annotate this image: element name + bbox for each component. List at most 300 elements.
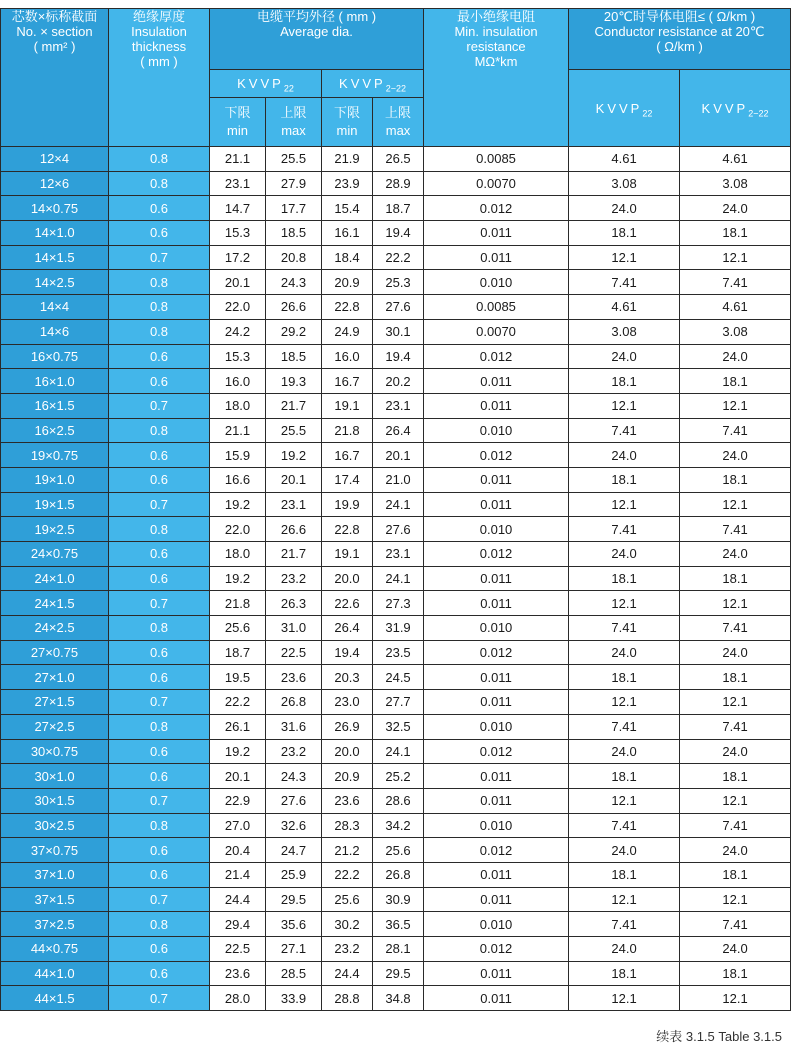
cell-insulation: 0.8: [109, 418, 210, 443]
cell-kvvp22-max: 21.7: [266, 542, 322, 567]
cell-insulation: 0.7: [109, 591, 210, 616]
header-section-unit: ( mm² ): [33, 39, 76, 54]
table-row: [1, 418, 791, 443]
cell-resistance-kvvp2-22: 7.41: [680, 813, 791, 838]
upper-en: max: [385, 123, 411, 138]
cell-min-resistance: 0.012: [424, 640, 569, 665]
cell-resistance-kvvp22: 12.1: [569, 492, 680, 517]
cell-resistance-kvvp2-22: 7.41: [680, 418, 791, 443]
cell-insulation: 0.8: [109, 295, 210, 320]
header-insulation-zh: 绝缘厚度: [132, 9, 185, 24]
cell-min-resistance: 0.011: [424, 862, 569, 887]
cell-resistance-kvvp22: 7.41: [569, 912, 680, 937]
cell-kvvp22-min: 27.0: [210, 813, 266, 838]
cell-kvvp2-22-max: 28.6: [373, 788, 424, 813]
cell-section: 37×1.0: [1, 862, 109, 887]
cell-kvvp22-max: 17.7: [266, 196, 322, 221]
cell-min-resistance: 0.011: [424, 665, 569, 690]
cell-resistance-kvvp22: 18.1: [569, 665, 680, 690]
cell-kvvp2-22-min: 25.6: [322, 887, 373, 912]
table-row: [1, 788, 791, 813]
cell-kvvp2-22-min: 15.4: [322, 196, 373, 221]
cell-kvvp2-22-max: 23.1: [373, 393, 424, 418]
lower-zh: 下限: [224, 105, 251, 120]
cell-insulation: 0.8: [109, 912, 210, 937]
header-kvvp2-22-cond: [680, 70, 791, 147]
cell-kvvp2-22-min: 26.9: [322, 714, 373, 739]
cell-insulation: 0.6: [109, 196, 210, 221]
cell-kvvp22-max: 26.3: [266, 591, 322, 616]
cell-min-resistance: 0.010: [424, 813, 569, 838]
cell-min-resistance: 0.010: [424, 517, 569, 542]
cell-kvvp22-min: 19.2: [210, 739, 266, 764]
cell-resistance-kvvp2-22: 12.1: [680, 245, 791, 270]
cell-section: 14×1.0: [1, 221, 109, 246]
header-conductor-unit: ( Ω/km ): [656, 39, 703, 54]
cell-resistance-kvvp2-22: 3.08: [680, 319, 791, 344]
cell-resistance-kvvp2-22: 7.41: [680, 616, 791, 641]
cell-kvvp2-22-max: 34.8: [373, 986, 424, 1011]
table-row: [1, 838, 791, 863]
cell-section: 14×1.5: [1, 245, 109, 270]
cell-kvvp2-22-max: 19.4: [373, 221, 424, 246]
cell-kvvp2-22-min: 20.3: [322, 665, 373, 690]
cell-kvvp2-22-min: 23.9: [322, 171, 373, 196]
cell-resistance-kvvp22: 18.1: [569, 467, 680, 492]
cell-resistance-kvvp22: 24.0: [569, 196, 680, 221]
cell-kvvp22-max: 24.3: [266, 270, 322, 295]
cable-spec-table: [0, 8, 791, 1011]
cell-kvvp2-22-max: 23.1: [373, 542, 424, 567]
cell-insulation: 0.6: [109, 542, 210, 567]
cell-insulation: 0.8: [109, 616, 210, 641]
cell-insulation: 0.6: [109, 443, 210, 468]
cell-kvvp2-22-max: 26.4: [373, 418, 424, 443]
cell-min-resistance: 0.012: [424, 344, 569, 369]
cell-kvvp22-max: 24.3: [266, 764, 322, 789]
cell-kvvp2-22-max: 25.6: [373, 838, 424, 863]
cell-resistance-kvvp2-22: 7.41: [680, 517, 791, 542]
cell-insulation: 0.6: [109, 369, 210, 394]
cell-resistance-kvvp22: 7.41: [569, 517, 680, 542]
cell-resistance-kvvp2-22: 24.0: [680, 739, 791, 764]
cell-min-resistance: 0.011: [424, 788, 569, 813]
cell-kvvp22-max: 20.1: [266, 467, 322, 492]
header-insulation-unit: ( mm ): [140, 54, 178, 69]
cell-min-resistance: 0.0070: [424, 171, 569, 196]
cell-resistance-kvvp2-22: 24.0: [680, 542, 791, 567]
cell-resistance-kvvp2-22: 18.1: [680, 566, 791, 591]
cell-resistance-kvvp22: 24.0: [569, 344, 680, 369]
cell-kvvp22-max: 27.6: [266, 788, 322, 813]
cell-section: 19×1.5: [1, 492, 109, 517]
cell-kvvp22-min: 22.2: [210, 690, 266, 715]
upper-zh: 上限: [280, 105, 307, 120]
header-avg-dia-zh: 电缆平均外径 ( mm ): [256, 9, 377, 24]
cell-section: 27×2.5: [1, 714, 109, 739]
table-row: [1, 813, 791, 838]
cell-min-resistance: 0.0070: [424, 319, 569, 344]
header-insulation: [109, 9, 210, 147]
table-row: [1, 764, 791, 789]
cell-kvvp22-max: 24.7: [266, 838, 322, 863]
cell-section: 27×1.5: [1, 690, 109, 715]
cell-insulation: 0.6: [109, 221, 210, 246]
cell-insulation: 0.8: [109, 517, 210, 542]
table-row: [1, 147, 791, 172]
cell-resistance-kvvp2-22: 18.1: [680, 467, 791, 492]
table-row: [1, 937, 791, 962]
lower-en: min: [336, 123, 358, 138]
cell-kvvp22-min: 21.1: [210, 418, 266, 443]
cell-kvvp2-22-min: 22.8: [322, 295, 373, 320]
cell-min-resistance: 0.011: [424, 961, 569, 986]
cell-section: 16×1.0: [1, 369, 109, 394]
cell-kvvp2-22-max: 28.1: [373, 937, 424, 962]
cell-kvvp22-min: 18.7: [210, 640, 266, 665]
table-row: [1, 270, 791, 295]
table-row: [1, 690, 791, 715]
cell-kvvp2-22-max: 25.3: [373, 270, 424, 295]
cell-kvvp2-22-min: 16.7: [322, 443, 373, 468]
cell-kvvp2-22-max: 27.3: [373, 591, 424, 616]
cell-section: 37×0.75: [1, 838, 109, 863]
cell-kvvp22-min: 16.0: [210, 369, 266, 394]
header-conductor-zh: 20℃时导体电阻≤ ( Ω/km ): [603, 9, 756, 24]
cell-kvvp22-max: 25.9: [266, 862, 322, 887]
cell-kvvp2-22-min: 21.2: [322, 838, 373, 863]
cell-kvvp22-max: 27.9: [266, 171, 322, 196]
cell-kvvp22-max: 31.6: [266, 714, 322, 739]
cell-resistance-kvvp2-22: 18.1: [680, 961, 791, 986]
cell-min-resistance: 0.012: [424, 196, 569, 221]
cell-kvvp2-22-min: 16.1: [322, 221, 373, 246]
cell-kvvp22-min: 15.3: [210, 221, 266, 246]
cell-min-resistance: 0.012: [424, 443, 569, 468]
table-row: [1, 443, 791, 468]
header-kvvp22-max: [266, 98, 322, 147]
cell-resistance-kvvp22: 3.08: [569, 319, 680, 344]
cell-kvvp2-22-max: 20.1: [373, 443, 424, 468]
cell-min-resistance: 0.010: [424, 418, 569, 443]
cell-resistance-kvvp2-22: 24.0: [680, 838, 791, 863]
cell-insulation: 0.6: [109, 764, 210, 789]
cell-resistance-kvvp22: 18.1: [569, 369, 680, 394]
cell-resistance-kvvp22: 4.61: [569, 147, 680, 172]
cell-min-resistance: 0.011: [424, 566, 569, 591]
cell-min-resistance: 0.011: [424, 690, 569, 715]
cell-kvvp2-22-min: 20.9: [322, 764, 373, 789]
table-row: [1, 616, 791, 641]
cell-resistance-kvvp2-22: 7.41: [680, 270, 791, 295]
cell-resistance-kvvp22: 18.1: [569, 961, 680, 986]
cell-insulation: 0.6: [109, 961, 210, 986]
cell-min-resistance: 0.012: [424, 937, 569, 962]
cell-kvvp22-min: 28.0: [210, 986, 266, 1011]
cell-kvvp2-22-min: 23.0: [322, 690, 373, 715]
cell-resistance-kvvp2-22: 24.0: [680, 937, 791, 962]
cell-section: 30×1.0: [1, 764, 109, 789]
cell-section: 14×2.5: [1, 270, 109, 295]
cell-kvvp2-22-min: 22.8: [322, 517, 373, 542]
table-row: [1, 393, 791, 418]
cell-kvvp22-max: 22.5: [266, 640, 322, 665]
cell-resistance-kvvp2-22: 24.0: [680, 344, 791, 369]
cell-kvvp2-22-min: 21.8: [322, 418, 373, 443]
cell-resistance-kvvp2-22: 12.1: [680, 887, 791, 912]
cell-kvvp2-22-max: 27.6: [373, 517, 424, 542]
cell-kvvp22-min: 17.2: [210, 245, 266, 270]
cell-min-resistance: 0.010: [424, 270, 569, 295]
cell-min-resistance: 0.010: [424, 714, 569, 739]
cell-resistance-kvvp2-22: 18.1: [680, 369, 791, 394]
cell-resistance-kvvp2-22: 18.1: [680, 862, 791, 887]
cell-resistance-kvvp22: 24.0: [569, 937, 680, 962]
table-row: [1, 665, 791, 690]
table-row: [1, 566, 791, 591]
cell-insulation: 0.7: [109, 492, 210, 517]
cell-min-resistance: 0.010: [424, 912, 569, 937]
cell-kvvp22-min: 23.6: [210, 961, 266, 986]
cell-kvvp22-min: 16.6: [210, 467, 266, 492]
cell-resistance-kvvp22: 12.1: [569, 788, 680, 813]
cell-kvvp22-max: 19.2: [266, 443, 322, 468]
cell-section: 37×1.5: [1, 887, 109, 912]
cell-kvvp2-22-max: 31.9: [373, 616, 424, 641]
header-conductor-resistance: [569, 9, 791, 70]
cell-resistance-kvvp22: 3.08: [569, 171, 680, 196]
cell-kvvp2-22-max: 22.2: [373, 245, 424, 270]
cell-min-resistance: 0.011: [424, 492, 569, 517]
table-row: [1, 467, 791, 492]
cell-kvvp22-min: 18.0: [210, 542, 266, 567]
cell-resistance-kvvp22: 12.1: [569, 245, 680, 270]
cell-resistance-kvvp2-22: 24.0: [680, 443, 791, 468]
cell-resistance-kvvp2-22: 12.1: [680, 788, 791, 813]
cell-kvvp2-22-min: 30.2: [322, 912, 373, 937]
cell-resistance-kvvp2-22: 4.61: [680, 147, 791, 172]
cell-kvvp22-max: 26.8: [266, 690, 322, 715]
cell-kvvp2-22-max: 27.7: [373, 690, 424, 715]
table-row: [1, 862, 791, 887]
table-row: [1, 171, 791, 196]
cell-kvvp22-max: 18.5: [266, 344, 322, 369]
cell-resistance-kvvp22: 7.41: [569, 813, 680, 838]
cell-resistance-kvvp22: 12.1: [569, 887, 680, 912]
table-row: [1, 319, 791, 344]
cell-kvvp22-max: 21.7: [266, 393, 322, 418]
cell-kvvp22-min: 21.8: [210, 591, 266, 616]
cell-resistance-kvvp22: 7.41: [569, 270, 680, 295]
cell-kvvp2-22-max: 20.2: [373, 369, 424, 394]
table-row: [1, 542, 791, 567]
cell-min-resistance: 0.011: [424, 764, 569, 789]
cell-min-resistance: 0.011: [424, 986, 569, 1011]
cell-insulation: 0.6: [109, 640, 210, 665]
cell-kvvp22-min: 25.6: [210, 616, 266, 641]
header-section-en: No. × section: [16, 24, 93, 39]
cell-kvvp2-22-max: 30.9: [373, 887, 424, 912]
cell-section: 27×1.0: [1, 665, 109, 690]
cell-min-resistance: 0.0085: [424, 295, 569, 320]
cell-kvvp2-22-max: 26.5: [373, 147, 424, 172]
kvvp2-22-cond-label: KVVP: [701, 100, 749, 116]
table-row: [1, 295, 791, 320]
cell-resistance-kvvp2-22: 18.1: [680, 764, 791, 789]
header-min-resistance-zh: 最小绝缘电阻: [457, 9, 536, 24]
cell-min-resistance: 0.012: [424, 542, 569, 567]
cell-resistance-kvvp2-22: 7.41: [680, 714, 791, 739]
cell-section: 27×0.75: [1, 640, 109, 665]
cell-kvvp22-min: 18.0: [210, 393, 266, 418]
cell-section: 19×0.75: [1, 443, 109, 468]
cell-kvvp2-22-min: 21.9: [322, 147, 373, 172]
cell-kvvp22-min: 26.1: [210, 714, 266, 739]
cell-kvvp2-22-max: 28.9: [373, 171, 424, 196]
cell-kvvp2-22-min: 18.4: [322, 245, 373, 270]
cell-insulation: 0.6: [109, 665, 210, 690]
cell-kvvp22-min: 23.1: [210, 171, 266, 196]
header-kvvp2-22-min: [322, 98, 373, 147]
cell-kvvp22-max: 25.5: [266, 147, 322, 172]
cell-min-resistance: 0.011: [424, 221, 569, 246]
header-section: [1, 9, 109, 147]
cell-kvvp2-22-max: 34.2: [373, 813, 424, 838]
table-caption: 续表 3.1.5 Table 3.1.5: [656, 1029, 782, 1044]
cell-min-resistance: 0.011: [424, 887, 569, 912]
table-row: [1, 714, 791, 739]
cell-kvvp22-max: 23.2: [266, 739, 322, 764]
table-row: [1, 739, 791, 764]
kvvp2-22-dia-sub: 2−22: [385, 83, 406, 94]
cell-insulation: 0.8: [109, 319, 210, 344]
cell-kvvp2-22-min: 16.7: [322, 369, 373, 394]
upper-zh: 上限: [385, 105, 412, 120]
cell-kvvp22-min: 21.4: [210, 862, 266, 887]
cell-kvvp22-min: 22.5: [210, 937, 266, 962]
cell-section: 16×0.75: [1, 344, 109, 369]
kvvp22-cond-label: KVVP: [595, 100, 643, 116]
header-min-resistance: [424, 9, 569, 147]
cell-kvvp2-22-min: 20.0: [322, 566, 373, 591]
cell-kvvp2-22-min: 24.9: [322, 319, 373, 344]
cell-kvvp2-22-max: 18.7: [373, 196, 424, 221]
header-section-zh: 芯数×标称截面: [11, 9, 98, 24]
header-kvvp22-dia: [210, 70, 322, 98]
header-min-resistance-unit: MΩ*km: [474, 54, 518, 69]
cell-kvvp22-min: 19.2: [210, 492, 266, 517]
kvvp2-22-dia-label: KVVP: [339, 76, 386, 91]
cell-insulation: 0.6: [109, 344, 210, 369]
cell-kvvp22-max: 27.1: [266, 937, 322, 962]
cell-resistance-kvvp2-22: 18.1: [680, 221, 791, 246]
table-row: [1, 245, 791, 270]
table-row: [1, 591, 791, 616]
cell-kvvp2-22-max: 29.5: [373, 961, 424, 986]
cell-insulation: 0.7: [109, 887, 210, 912]
cell-kvvp22-min: 22.0: [210, 295, 266, 320]
header-kvvp2-22-max: [373, 98, 424, 147]
table-row: [1, 344, 791, 369]
table-row: [1, 492, 791, 517]
cell-section: 30×0.75: [1, 739, 109, 764]
cell-section: 24×1.5: [1, 591, 109, 616]
cell-resistance-kvvp2-22: 24.0: [680, 196, 791, 221]
cell-insulation: 0.6: [109, 838, 210, 863]
cell-resistance-kvvp22: 12.1: [569, 986, 680, 1011]
cell-kvvp22-max: 28.5: [266, 961, 322, 986]
cell-kvvp2-22-min: 24.4: [322, 961, 373, 986]
cell-kvvp2-22-max: 27.6: [373, 295, 424, 320]
cell-section: 24×1.0: [1, 566, 109, 591]
cell-insulation: 0.8: [109, 813, 210, 838]
cell-kvvp22-min: 14.7: [210, 196, 266, 221]
cell-resistance-kvvp2-22: 24.0: [680, 640, 791, 665]
cell-kvvp2-22-max: 26.8: [373, 862, 424, 887]
cell-kvvp22-max: 18.5: [266, 221, 322, 246]
header-avg-dia: [210, 9, 424, 70]
cell-section: 16×2.5: [1, 418, 109, 443]
table-header: [1, 9, 791, 147]
cell-resistance-kvvp22: 12.1: [569, 591, 680, 616]
table-row: [1, 887, 791, 912]
cell-kvvp22-max: 33.9: [266, 986, 322, 1011]
cell-kvvp22-min: 20.1: [210, 764, 266, 789]
cell-resistance-kvvp2-22: 3.08: [680, 171, 791, 196]
cell-kvvp2-22-min: 20.0: [322, 739, 373, 764]
cell-insulation: 0.6: [109, 467, 210, 492]
cell-resistance-kvvp22: 24.0: [569, 739, 680, 764]
table-row: [1, 221, 791, 246]
kvvp22-cond-sub: 22: [642, 108, 653, 119]
cell-insulation: 0.7: [109, 245, 210, 270]
cell-kvvp22-max: 25.5: [266, 418, 322, 443]
cell-min-resistance: 0.011: [424, 369, 569, 394]
cell-insulation: 0.6: [109, 566, 210, 591]
cell-resistance-kvvp2-22: 12.1: [680, 492, 791, 517]
cell-resistance-kvvp22: 18.1: [569, 764, 680, 789]
cell-section: 30×2.5: [1, 813, 109, 838]
lower-zh: 下限: [333, 105, 360, 120]
cell-kvvp2-22-max: 23.5: [373, 640, 424, 665]
cell-kvvp22-min: 15.3: [210, 344, 266, 369]
cell-min-resistance: 0.011: [424, 393, 569, 418]
cell-min-resistance: 0.011: [424, 467, 569, 492]
cell-kvvp2-22-min: 19.1: [322, 393, 373, 418]
cell-resistance-kvvp2-22: 7.41: [680, 912, 791, 937]
cell-kvvp2-22-max: 32.5: [373, 714, 424, 739]
cell-section: 12×4: [1, 147, 109, 172]
cell-min-resistance: 0.0085: [424, 147, 569, 172]
cell-insulation: 0.8: [109, 714, 210, 739]
header-insulation-en1: Insulation: [131, 24, 187, 39]
cell-kvvp2-22-min: 17.4: [322, 467, 373, 492]
cell-resistance-kvvp2-22: 12.1: [680, 393, 791, 418]
cell-section: 24×0.75: [1, 542, 109, 567]
cell-section: 16×1.5: [1, 393, 109, 418]
table-row: [1, 640, 791, 665]
cell-insulation: 0.7: [109, 393, 210, 418]
kvvp22-dia-label: KVVP: [237, 76, 284, 91]
cell-kvvp2-22-max: 24.1: [373, 566, 424, 591]
cell-kvvp2-22-max: 21.0: [373, 467, 424, 492]
cell-kvvp22-max: 19.3: [266, 369, 322, 394]
cell-kvvp22-max: 26.6: [266, 517, 322, 542]
cell-kvvp22-max: 20.8: [266, 245, 322, 270]
cell-section: 37×2.5: [1, 912, 109, 937]
lower-en: min: [227, 123, 248, 138]
cell-kvvp22-min: 21.1: [210, 147, 266, 172]
